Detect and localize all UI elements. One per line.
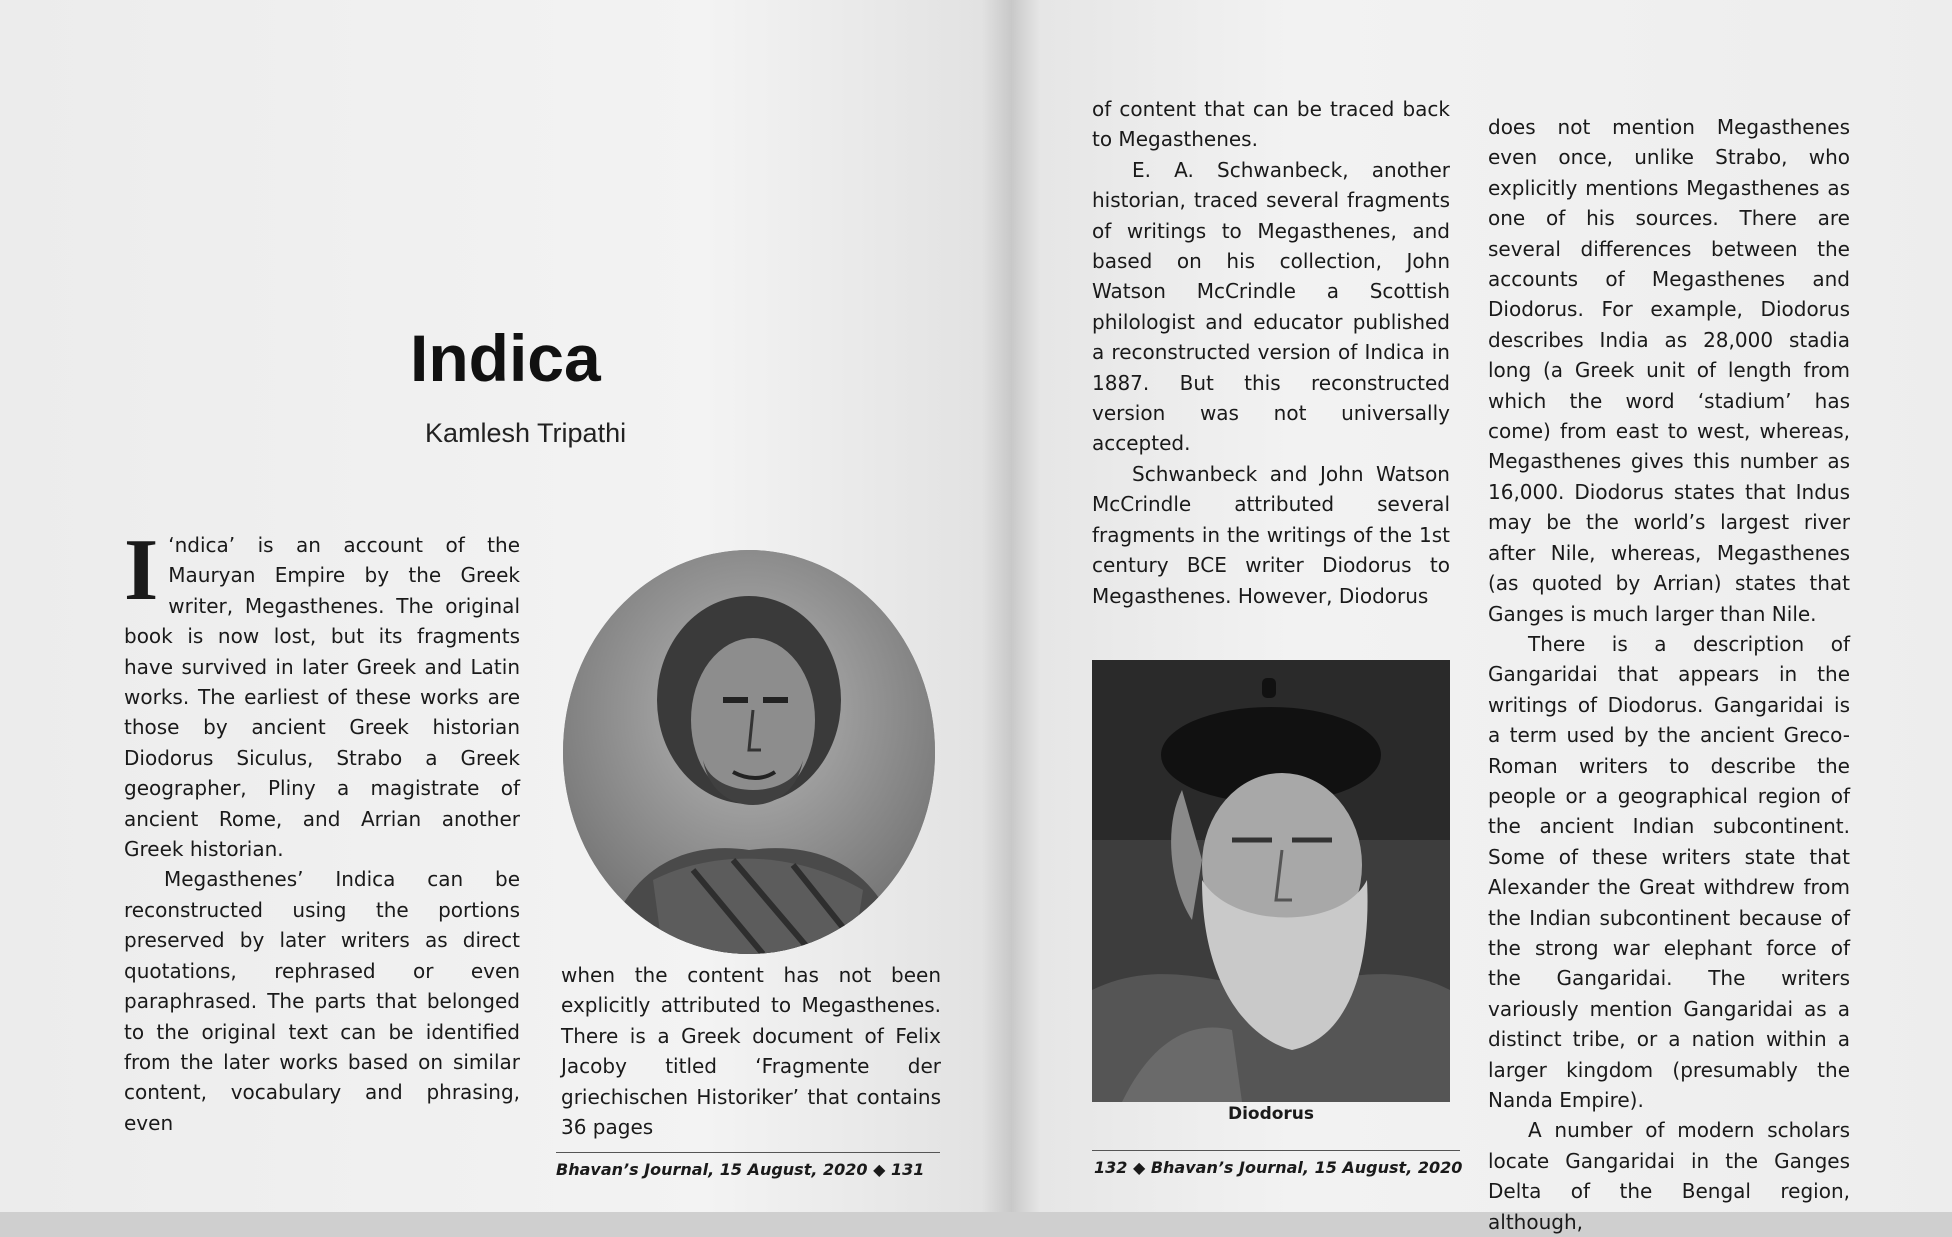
footer-rule — [556, 1152, 940, 1153]
left-page-footer: Bhavan’s Journal, 15 August, 2020 ◆ 131 — [556, 1160, 925, 1179]
gangaridai-paragraph: There is a description of Gangaridai that appears in the writings of Diodorus. Gangaridai is a term used by the ancient Greco-Roman writers to describe the people or a geographical region of the ancient Indian subcontinent. Some of these writers state that Alexander the Great withdrew from the Indian subcontinent because of the strong war elephant force of the Gangaridai. The writers variously mention Gangaridai as a distinct tribe, or a nation within a larger kingdom (presumably the Nanda Empire). — [1488, 631, 1850, 1112]
right-column-1 — [1092, 94, 1450, 611]
diodorus-portrait — [1092, 660, 1450, 1102]
diodorus-attribution-paragraph: Schwanbeck and John Watson McCrindle attributed several fragments in the writings of the 1st century BCE writer Diodorus to Megasthenes. However, Diodorus — [1092, 461, 1450, 608]
modern-scholars-paragraph: A number of modern scholars locate Gangaridai in the Ganges Delta of the Bengal region, although, — [1488, 1118, 1850, 1234]
right-column-2 — [1488, 112, 1850, 1237]
drop-cap: I — [124, 522, 159, 619]
right-page-footer: 132 ◆ Bhavan’s Journal, 15 August, 2020 — [1094, 1158, 1463, 1177]
schwanbeck-paragraph: E. A. Schwanbeck, another historian, traced several fragments of writings to Megasthenes, and based on his collection, John Watson McCrindle a Scottish philologist and educator published a reconstructed version of Indica in 1887. But this reconstructed version was not universally accepted. — [1092, 157, 1450, 456]
left-column-2 — [561, 960, 941, 1142]
left-column-1 — [124, 522, 520, 1138]
right-footer-rule — [1092, 1150, 1460, 1151]
jacoby-paragraph: when the content has not been explicitly attributed to Megasthenes. There is a Greek document of Felix Jacoby titled ‘Fragmente der griechischen Historiker’ that contains 36 pages — [561, 963, 941, 1140]
reconstruction-paragraph: Megasthenes’ Indica can be reconstructed using the portions preserved by later writers as direct quotations, rephrased or even paraphrased. The parts that belonged to the original text can be identified from the later works based on similar content, vocabulary and phrasing, even — [124, 867, 520, 1135]
article-author: Kamlesh Tripathi — [425, 418, 627, 448]
intro-paragraph: I ‘ndica’ is an account of the Mauryan Empire by the Greek writer, Megasthenes. The original book is now lost, but its fragments have survived in later Greek and Latin works. The earliest of these works are those by ancient Greek historian Diodorus Siculus, Strabo a Greek geographer, Pliny a magistrate of ancient Rome, and Arrian another Greek historian. — [124, 522, 520, 862]
article-title: Indica — [410, 321, 601, 395]
content-traced-paragraph: of content that can be traced back to Megasthenes. — [1092, 97, 1450, 152]
megasthenes-portrait — [563, 550, 935, 954]
portrait-caption: Diodorus — [1227, 1104, 1315, 1124]
differences-paragraph: does not mention Megasthenes even once, unlike Strabo, who explicitly mentions Megasthenes as one of his sources. There are several differences between the accounts of Megasthenes and Diodorus. For example, Diodorus describes India as 28,000 stadia long (a Greek unit of length from which the word ‘stadium’ has come) from east to west, whereas, Megasthenes gives this number as 16,000. Diodorus states that Indus may be the world’s largest river after Nile, whereas, Megasthenes (as quoted by Arrian) states that Ganges is much larger than Nile. — [1488, 115, 1850, 626]
